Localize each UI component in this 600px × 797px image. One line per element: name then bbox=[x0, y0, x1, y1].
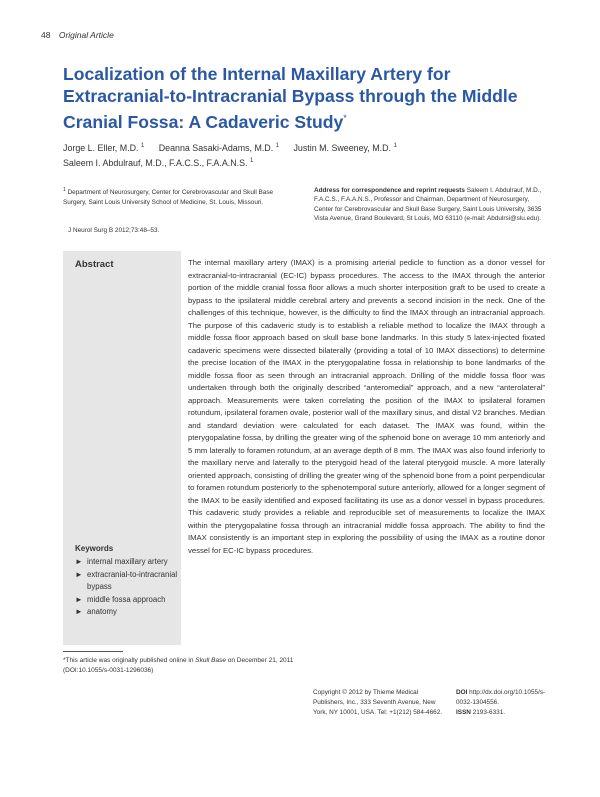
footnote-divider bbox=[63, 651, 123, 652]
article-title-text: Localization of the Internal Maxillary Artery for Extracranial-to-Intracranial Bypass through the Middle Cranial Fossa: A Cadaveric Study bbox=[63, 64, 518, 132]
bullet-icon: ► bbox=[75, 557, 83, 566]
article-title bbox=[63, 63, 533, 133]
footnote: *This article was originally published online in Skull Base on December 21, 2011 (DOI:10.1055/s-0031-1296036) bbox=[63, 657, 294, 674]
abstract-heading: Abstract bbox=[75, 259, 114, 270]
bullet-icon: ► bbox=[75, 607, 83, 616]
correspondence-label: Address for correspondence and reprint requests bbox=[314, 187, 465, 194]
author: Saleem I. Abdulrauf, M.D., F.A.C.S., F.A.A.N.S. $^1$ bbox=[63, 157, 254, 168]
keyword-item: ► anatomy bbox=[75, 606, 181, 619]
footnote-journal: Skull Base bbox=[195, 657, 226, 664]
abstract-sidebar bbox=[63, 251, 181, 645]
abstract-box bbox=[63, 251, 550, 645]
keywords-heading: Keywords bbox=[75, 544, 114, 553]
author: Jorge L. Eller, M.D. $^1$ bbox=[63, 142, 145, 153]
correspondence-block bbox=[314, 186, 550, 224]
keyword-item: ► internal maxillary artery bbox=[75, 556, 181, 569]
page-number: 48 bbox=[41, 30, 51, 40]
bullet-icon: ► bbox=[75, 569, 83, 579]
copyright-notice: Copyright © 2012 by Thieme Medical Publishers, Inc., 333 Seventh Avenue, New York, NY 10001, USA. Tel: +1(212) 584-4662. bbox=[313, 689, 443, 716]
keyword-list bbox=[75, 556, 181, 619]
author: Justin M. Sweeney, M.D. $^1$ bbox=[293, 142, 397, 153]
abstract-text: The internal maxillary artery (IMAX) is a promising arterial pedicle to function as a donor vessel for extracranial-to-intracranial (EC-IC) bypass procedures. The access to the IMAX through the anterior portion of the middle cranial fossa floor allows a much shorter interposition graft to be used to create a bypass to the ipsilateral middle cerebral artery and prevents a second incision in the neck. One of the challenges of this technique, however, is the difficulty to find the IMAX through an intracranial approach. The purpose of this cadaveric study is to establish a reliable method to localize the IMAX through a middle fossa floor approach based on skull base bone landmarks. In this study 5 latex-injected fixated cadaveric specimens were dissected bilaterally (providing a total of 10 IMAX dissections) to determine the precise location of the IMAX in the pterygopalatine fossa in relationship to bone landmarks of the middle fossa floor as seen through an intracranial approach. Drilling of the middle fossa floor was undertaken through both the originally described “anteromedial” approach, and a new “anterolateral” approach. Measurements were taken correlating the position of the IMAX to ipsilateral foramen rotundum, ipsilateral foramen ovale, posterior wall of the maxillary sinus, and distal V2 branches. Median and standard deviation were calculated for each dataset. The IMAX was found, within the pterygopalatine fossa, by drilling the greater wing of the sphenoid bone on average 10 mm anteriorly and 5 mm laterally to foramen rotundum, at an average depth of 8 mm. The IMAX was also found inferiorly to the maxillary nerve and laterally to the pterygoid head of the lateral pterygoid muscle. A more laterally oriented approach, consisting of drilling the greater wing of the sphenoid bone from a point perpendicular to foramen rotundum posteriorly to the sphenotemporal suture anteriorly, allowed for a longer segment of the IMAX to be easily identified and exposed facilitating its use as a donor vessel in bypass procedures. This cadaveric study provides a reliable and reproducible set of measurements to localize the IMAX within the pterygopalatine fossa through an intracranial middle fossa approach. The ability to find the IMAX consistently is an important step in exploring the possibility of using the IMAX as a routine donor vessel for EC-IC bypass procedures. bbox=[188, 258, 545, 555]
title-footnote-marker: * bbox=[343, 113, 347, 123]
journal-citation: J Neurol Surg B 2012;73:48–53. bbox=[68, 227, 160, 234]
section-label: Original Article bbox=[58, 30, 114, 40]
keyword-item: ► middle fossa approach bbox=[75, 594, 181, 607]
keyword-item: ► extracranial-to-intracranial bypass bbox=[75, 569, 178, 591]
correspondence-text: Saleem I. Abdulrauf, M.D., F.A.C.S., F.A.A.N.S., Professor and Chairman, Department of Neurosurgery, Center for Cerebrovascular and Skull Base Surgery, Saint Louis University, 3635 Vista Avenue, Grand Boulevard, St Louis, MO 63110 (e-mail: Abdulrsi@slu.edu). bbox=[314, 187, 542, 223]
affiliation: $^1$ Department of Neurosurgery, Center for Cerebrovascular and Skull Base Surgery, Saint Louis University School of Medicine, St. Louis, Missouri. bbox=[63, 187, 274, 206]
bullet-icon: ► bbox=[75, 594, 83, 604]
doi-link[interactable]: http://dx.doi.org/10.1055/s-0032-1304556. bbox=[456, 689, 546, 706]
author: Deanna Sasaki-Adams, M.D. $^1$ bbox=[158, 142, 279, 153]
page-header bbox=[41, 30, 114, 40]
issn-value: 2193-6331. bbox=[472, 708, 506, 716]
doi-block: DOI http://dx.doi.org/10.1055/s-0032-1304556. ISSN 2193-6331. bbox=[456, 689, 546, 716]
author-list bbox=[63, 140, 493, 170]
